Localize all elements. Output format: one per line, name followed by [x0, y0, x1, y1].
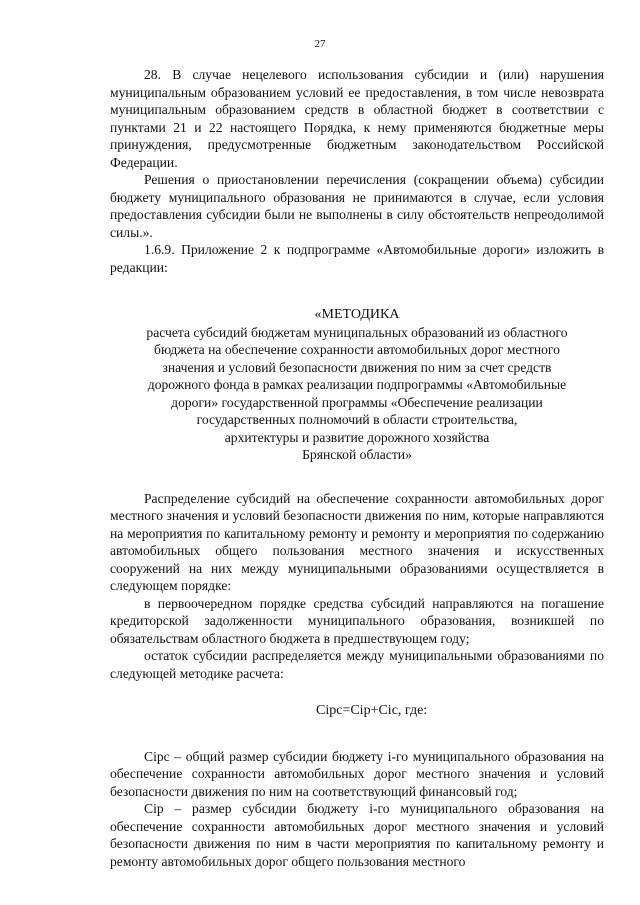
title-line: расчета субсидий бюджетам муниципальных образований из областного [146, 324, 568, 340]
distribution-section [110, 490, 604, 683]
title-line: государственных полномочий в области строительства, [196, 412, 518, 427]
page-number: 27 [314, 38, 326, 50]
title-line: архитектуры и развитие дорожного хозяйства [224, 429, 490, 445]
formula: Cipc=Cip+Cic, где: [316, 703, 428, 718]
paragraph-1-6-9: 1.6.9. Приложение 2 к подпрограмме «Автомобильные дороги» изложить в редакции: [110, 242, 604, 275]
title-line: Брянской области» [302, 447, 412, 462]
paragraph-priority: в первоочередном порядке средства субсидий направляются на погашение кредиторской задолженности муниципального образования, возникшей по обязательствам областного бюджета в предшествующем году; [110, 595, 604, 646]
methodology-title [110, 306, 604, 464]
paragraph-28: 28. В случае нецелевого использования субсидии и (или) нарушения муниципальным образованием условий ее предоставления, в том числе невозврата муниципальным образованием средств в областной бюджет в соответствии с пунктами 21 и 22 настоящего Порядка, к нему применяются бюджетные меры принуждения, предусмотренные бюджетным законодательством Российской Федерации. [110, 67, 604, 170]
title-line: бюджета на обеспечение сохранности автомобильных дорог местного [154, 342, 560, 357]
definition-cip: Cip – размер субсидии бюджету i-го муниципального образования на обеспечение сохранности автомобильных дорог местного значения и условий безопасности движения по ним в части мероприятия по капитальному ремонту и ремонту автомобильных дорог общего пользования местного [110, 801, 604, 869]
title-line: дорожного фонда в рамках реализации подпрограммы «Автомобильные [147, 377, 567, 392]
document-body [110, 66, 604, 870]
definition-cipc: Cipc – общий размер субсидии бюджету i-го муниципального образования на обеспечение сохранности автомобильных дорог местного значения и условий безопасности движения по ним на соответствующий финансовый год; [110, 748, 604, 799]
title-line: дороги» государственной программы «Обеспечение реализации [171, 394, 543, 410]
title-line: значения и условий безопасности движения по ним за счет средств [162, 359, 552, 375]
title-main: «МЕТОДИКА [314, 307, 400, 322]
paragraph-distribution: Распределение субсидий на обеспечение сохранности автомобильных дорог местного значения и условий безопасности движения по ним, которые направляются на мероприятия по капитальному ремонту и ремонту и мероприятия по содержанию автомобильных общего пользования местного значения и искусственных сооружений на них между муниципальными образованиями осуществляется в следующем порядке: [110, 490, 604, 593]
paragraph-decisions: Решения о приостановлении перечисления (сокращении объема) субсидии бюджету муниципального образования не принимаются в случае, если условия предоставления субсидии были не выполнены в силу обстоятельств непреодолимой силы.». [110, 172, 604, 240]
paragraph-remainder: остаток субсидии распределяется между муниципальными образованиями по следующей методике расчета: [110, 648, 604, 681]
